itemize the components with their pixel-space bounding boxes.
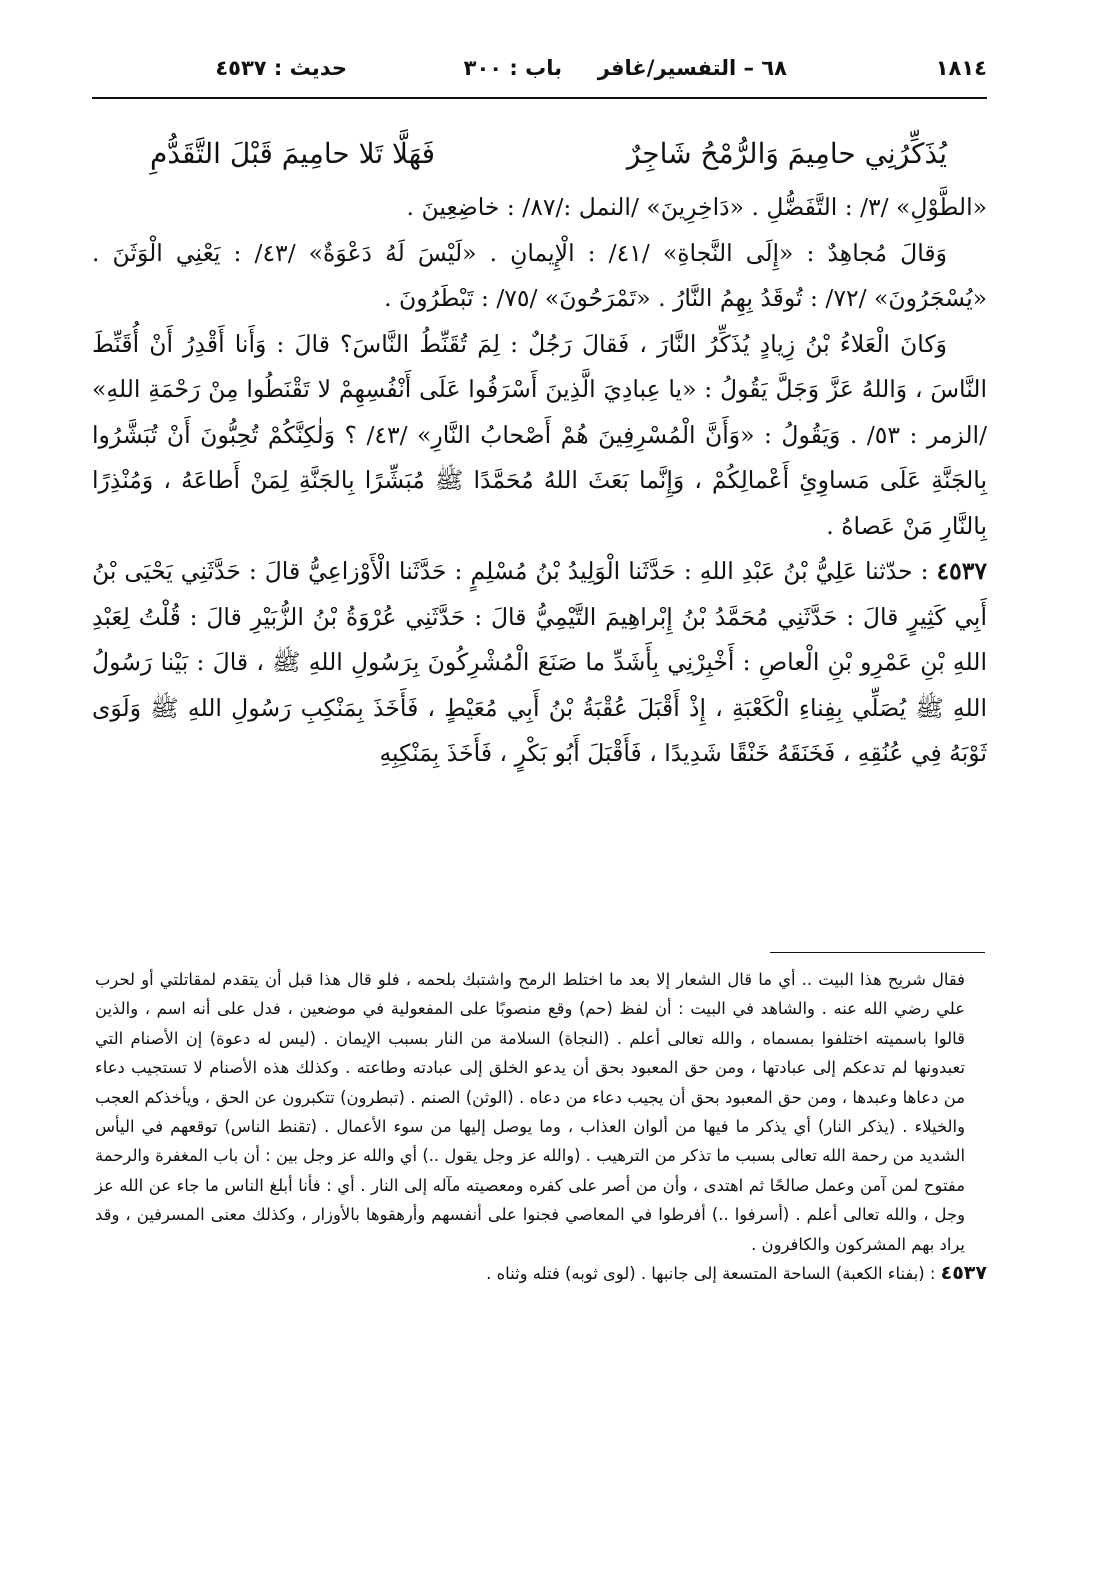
hadith-number-label: ٤٥٣٧ (936, 557, 987, 585)
header-rule (92, 97, 987, 99)
hadith-text: : حدّثنا عَلِيُّ بْنُ عَبْدِ اللهِ : حَدَّثَنا الْوَلِيدُ بْنُ مُسْلِمٍ : حَدَّثَنا الْأَوْزاعِيُّ قالَ : حَدَّثَنِي يَحْيَى بْنُ أَبِي كَثِيرٍ قالَ : حَدَّثَنِي مُحَمَّدُ بْنُ إِبْراهِيمَ التَّيْمِيُّ قالَ : حَدَّثَنِي عُرْوَةُ بْنُ الزُّبَيْرِ قالَ : قُلْتُ لِعَبْدِ اللهِ بْنِ عَمْرِو بْنِ الْعاصِ : أَخْبِرْنِي بِأَشَدِّ ما صَنَعَ الْمُشْرِكُونَ بِرَسُولِ اللهِ ﷺ ، قالَ : بَيْنا رَسُولُ اللهِ ﷺ يُصَلِّي بِفِناءِ الْكَعْبَةِ ، إِذْ أَقْبَلَ عُقْبَةُ بْنُ أَبِي مُعَيْطٍ ، فَأَخَذَ بِمَنْكِبِ رَسُولِ اللهِ ﷺ وَلَوَى ثَوْبَهُ فِي عُنُقِهِ ، فَخَنَقَهُ خَنْقًا شَدِيدًا ، فَأَقْبَلَ أَبُو بَكْرٍ ، فَأَخَذَ بِمَنْكِبِهِ (92, 557, 987, 767)
paragraph-alaa-ibn-ziyad: وَكانَ الْعَلاءُ بْنُ زِيادٍ يُذَكِّرُ النَّارَ ، فَقالَ رَجُلٌ : لِمَ تُقَنِّطُ النَّاسَ؟ قالَ : وَأَنا أَقْدِرُ أَنْ أُقَنِّطَ النَّاسَ ، وَاللهُ عَزَّ وَجَلَّ يَقُولُ : «يا عِبادِيَ الَّذِينَ أَسْرَفُوا عَلَى أَنْفُسِهِمْ لا تَقْنَطُوا مِنْ رَحْمَةِ اللهِ» /الزمر : ٥٣/ . وَيَقُولُ : «وَأَنَّ الْمُسْرِفِينَ هُمْ أَصْحابُ النَّارِ» /٤٣/ ؟ وَلٰكِنَّكُمْ تُحِبُّونَ أَنْ تُبَشَّرُوا بِالجَنَّةِ عَلَى مَساوِئِ أَعْمالِكُمْ ، وَإِنَّما بَعَثَ اللهُ مُحَمَّدًا ﷺ مُبَشِّرًا بِالجَنَّةِ لِمَنْ أَطاعَهُ ، وَمُنْذِرًا بِالنَّارِ مَنْ عَصاهُ . (92, 329, 987, 540)
poetry-verse (150, 130, 947, 178)
footnote-4537 (95, 1259, 987, 1288)
verse-second-hemistich: فَهَلَّا تَلا حامِيمَ قَبْلَ التَّقَدُّمِ (150, 137, 436, 170)
footnote-continued: فقال شريح هذا البيت .. أي ما قال الشعار إلا بعد ما اختلط الرمح واشتبك بلحمه ، فلو قال هذا قبل أن يتقدم لمقاتلتي أو لحرب علي رضي الله عنه . والشاهد في البيت : أن لفظ (حم) وقع منصوبًا على المفعولية في موضعين ، فدل على أنه اسم ، والذين قالوا باسميته اختلفوا بمسماه ، والله تعالى أعلم . (النجاة) السلامة من النار بسبب الإيمان . (ليس له دعوة) إن الأصنام التي تعبدونها لم تدعكم إلى عبادتها ، ومن حق المعبود بحق أن يدعو الخلق إلى عبادته وطاعته . وكذلك هذه الأصنام لا تستجيب دعاء من دعاها وعبدها ، ومن حق المعبود بحق أن يجيب دعاء من دعاه . (الوثن) الصنم . (تبطرون) تتكبرون عن الحق ، ويأخذكم العجب والخيلاء . (يذكر النار) أي يذكر ما فيها من ألوان العذاب ، وما يوصل إليها من سوء الأعمال . (تقنط الناس) توقعهم في اليأس الشديد من رحمة الله تعالى بسبب ما تذكر من الترهيب . (والله عز وجل يقول ..) أي والله عز وجل بين : أن باب المغفرة والرحمة مفتوح لمن آمن وعمل صالحًا ثم اهتدى ، وأن من أصر على كفره ومعصيته مآله إلى النار . أي : فأنا أبلغ الناس ما جاء عن الله عز وجل ، والله تعالى أعلم . (أسرفوا ..) أفرطوا في المعاصي فجنوا على أنفسهم وأرهقوها بالأوزار ، وكذلك معنى المسرفين ، وقد يراد بهم المشركون والكافرون . (95, 970, 965, 1254)
paragraph-definitions: «الطَّوْلِ» /٣/ : التَّفَضُّلِ . «دَاخِرِينَ» /النمل :/٨٧/ : خاضِعِينَ . (406, 193, 987, 221)
hadith-paragraph (92, 549, 987, 777)
bab-number: باب : ٣٠٠ (463, 56, 562, 80)
hadith-number: حديث : ٤٥٣٧ (215, 56, 347, 80)
verse-first-hemistich: يُذَكِّرُنِي حامِيمَ وَالرُّمْحُ شَاجِرٌ (626, 137, 947, 170)
paragraph-mujahid: وَقالَ مُجاهِدٌ : «إِلَى النَّجاةِ» /٤١/ : الْإِيمانِ . «لَيْسَ لَهُ دَعْوَةٌ» /٤٣/ : يَعْنِي الْوَثَنَ . «يُسْجَرُونَ» /٧٢/ : تُوقَدُ بِهِمُ النَّارُ . «تَمْرَحُونَ» /٧٥/ : تَبْطَرُونَ . (92, 238, 987, 312)
chapter-title: ٦٨ – التفسير/غافر (597, 56, 787, 80)
main-text (92, 185, 987, 777)
running-header (160, 56, 987, 90)
footnotes (95, 965, 987, 1288)
page-number: ١٨١٤ (935, 56, 987, 80)
footnote-text: : (بفناء الكعبة) الساحة المتسعة إلى جانبها . (لوى ثوبه) فتله وثناه . (486, 1264, 941, 1284)
footnote-number: ٤٥٣٧ (940, 1262, 987, 1285)
footnote-rule (770, 952, 985, 953)
